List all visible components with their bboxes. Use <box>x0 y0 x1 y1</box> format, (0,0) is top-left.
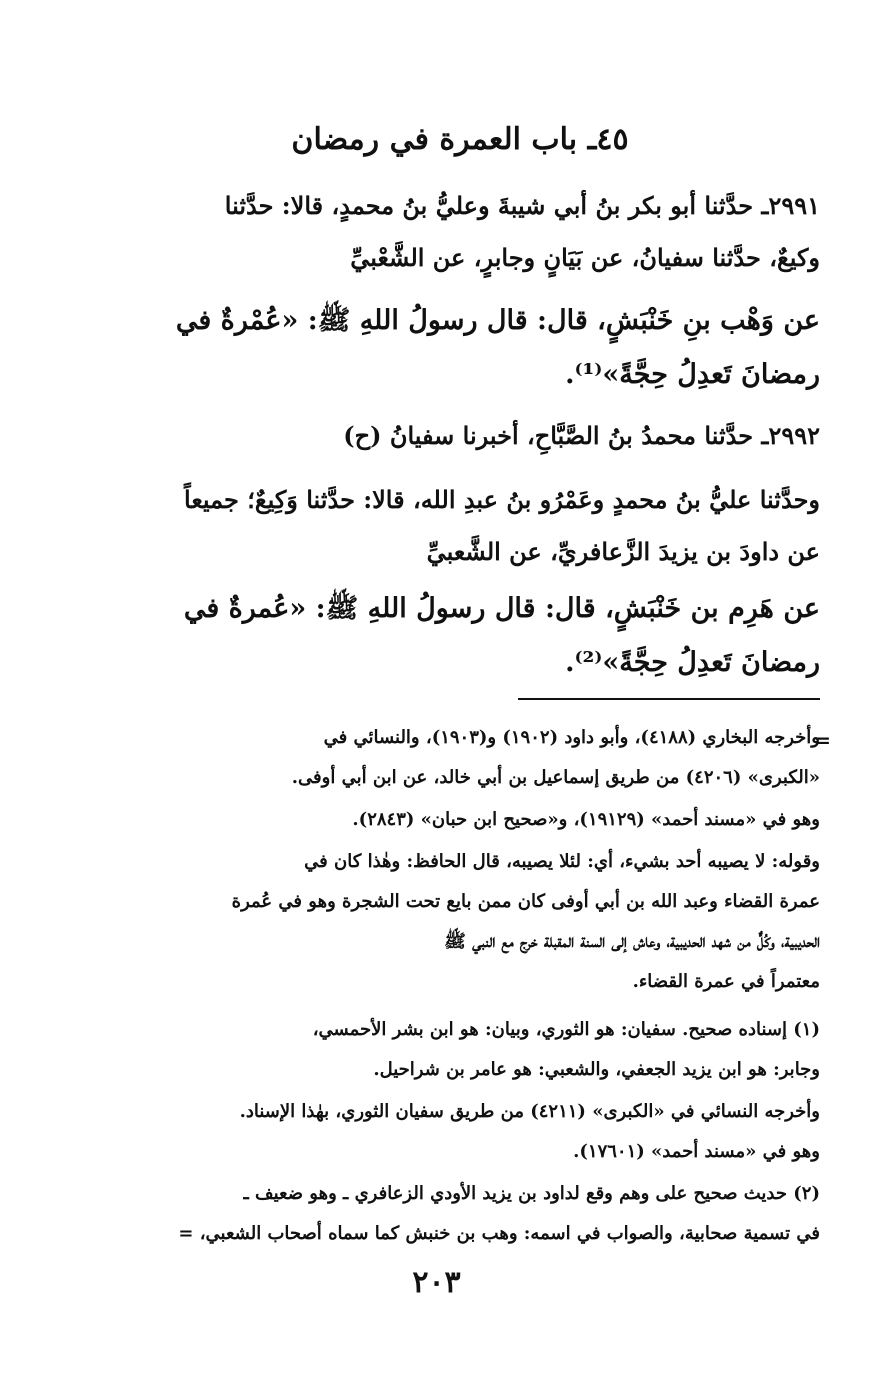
text-line: وجابر: هو ابن يزيد الجعفي، والشعبي: هو عامر بن شراحيل. <box>373 1059 820 1080</box>
chapter-title: ٤٥ـ باب العمرة في رمضان <box>291 122 629 157</box>
footnote-separator <box>518 698 820 700</box>
text-line: وأخرجه النسائي في «الكبرى» (٤٢١١) من طريق سفيان الثوري، بهٰذا الإسناد. <box>239 1101 820 1122</box>
text-line: معتمراً في عمرة القضاء. <box>632 971 820 992</box>
footnote-1 <box>100 1010 820 1090</box>
text-line: ٢٩٩١ـ حدَّثنا أبو بكر بنُ أبي شيبةَ وعليُّ بنُ محمدٍ، قالا: حدَّثنا <box>224 191 820 220</box>
text-line: وأخرجه البخاري (٤١٨٨)، وأبو داود (١٩٠٢) و(١٩٠٣)، والنسائي في <box>323 727 820 748</box>
text-line: عمرة القضاء وعبد الله بن أبي أوفى كان ممن بايع تحت الشجرة وهو في عُمرة <box>231 891 820 912</box>
page-number: ٢٠٣ <box>412 1265 461 1300</box>
footnote-continuation-3 <box>100 842 820 1002</box>
hadith-2992-chain-1 <box>100 410 820 462</box>
hadith-2991-text <box>100 294 820 402</box>
text-line: عن وَهْب بنِ خَنْبَشٍ، قال: قال رسولُ اللهِ ﷺ: «عُمْرةٌ في <box>175 305 820 336</box>
text-line: وقوله: لا يصيبه أحد بشيء، أي: لئلا يصيبه، قال الحافظ: وهٰذا كان في <box>304 851 820 872</box>
footnote-continuation-2 <box>100 800 820 840</box>
hadith-2991-chain <box>100 180 820 284</box>
hadith-2992-chain-2 <box>100 474 820 578</box>
text-line: في تسمية صحابية، والصواب في اسمه: وهب بن خنبش كما سماه أصحاب الشعبي، = <box>178 1223 820 1244</box>
text-line: رمضانَ تَعدِلُ حِجَّةً»⁽²⁾. <box>565 647 820 678</box>
text-line: وحدَّثنا عليُّ بنُ محمدٍ وعَمْرُو بنُ عبدِ الله، قالا: حدَّثنا وَكِيعٌ؛ جميعاً <box>184 485 820 514</box>
text-line: الحديبية، وكُلٌّ من شهد الحديبية، وعاش إلى السنة المقبلة خرج مع النبي ﷺ <box>444 931 820 952</box>
text-line: رمضانَ تَعدِلُ حِجَّةً»⁽¹⁾. <box>565 359 820 390</box>
continuation-marker: = <box>814 728 831 752</box>
footnote-2 <box>100 1174 820 1254</box>
text-line: «الكبرى» (٤٢٠٦) من طريق إسماعيل بن أبي خالد، عن ابن أبي أوفى. <box>291 767 820 788</box>
text-line: وهو في «مسند أحمد» (١٧٦٠١). <box>573 1141 820 1162</box>
text-line: (١) إسناده صحيح. سفيان: هو الثوري، وبيان: هو ابن بشر الأحمسي، <box>312 1019 820 1040</box>
text-line: وكيعٌ، حدَّثنا سفيانُ، عن بَيَانٍ وجابرٍ، عن الشَّعْبيِّ <box>350 243 820 272</box>
footnote-1-source <box>100 1092 820 1132</box>
text-line: (٢) حديث صحيح على وهم وقع لداود بن يزيد الأودي الزعافري ـ وهو ضعيف ـ <box>243 1183 820 1204</box>
footnote-continuation-1 <box>100 718 820 798</box>
footnote-1-musnad <box>100 1132 820 1172</box>
text-line: عن داودَ بن يزيدَ الزَّعافريِّ، عن الشَّعبيِّ <box>426 537 820 566</box>
text-line: وهو في «مسند أحمد» (١٩١٢٩)، و«صحيح ابن حبان» (٢٨٤٣). <box>352 809 820 830</box>
text-line: ٢٩٩٢ـ حدَّثنا محمدُ بنُ الصَّبَّاحِ، أخبرنا سفيانُ (ح) <box>343 421 820 450</box>
text-line: عن هَرِم بن خَنْبَشٍ، قال: قال رسولُ اللهِ ﷺ: «عُمرةٌ في <box>183 593 820 624</box>
hadith-2992-text <box>100 582 820 690</box>
